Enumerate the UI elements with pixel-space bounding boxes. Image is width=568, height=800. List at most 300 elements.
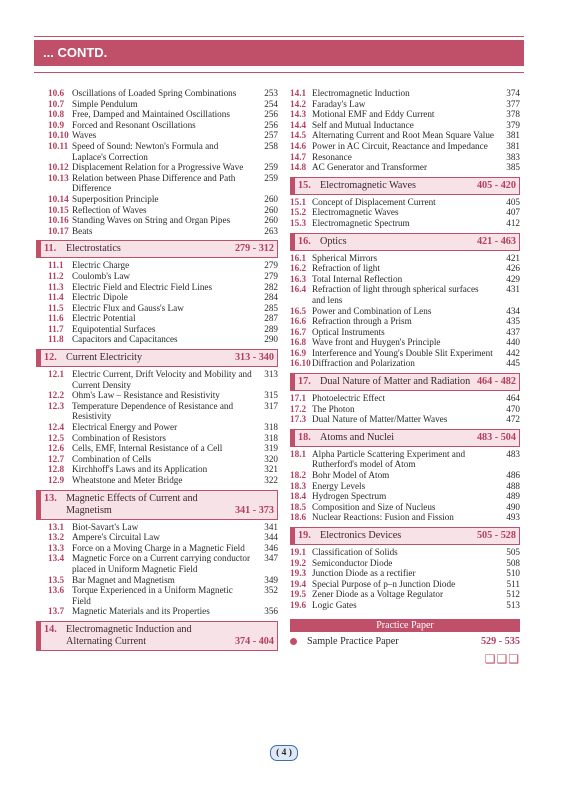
section-title: Special Purpose of p–n Junction Diode — [312, 578, 456, 589]
toc-entry[interactable] — [290, 88, 520, 99]
toc-entry[interactable] — [290, 263, 520, 274]
section-number: 18.4 — [290, 491, 307, 502]
section-number: 15.3 — [290, 217, 307, 228]
section-page: 442 — [506, 347, 520, 358]
section-page: 464 — [506, 393, 520, 404]
section-number: 10.14 — [48, 193, 69, 204]
bullet-icon — [290, 638, 297, 645]
chapter-title: Dual Nature of Matter and Radiation — [320, 376, 471, 388]
section-title: Reflection of Waves — [72, 204, 147, 215]
section-title: Dual Nature of Matter/Matter Waves — [312, 414, 448, 425]
section-page: 341 — [264, 521, 278, 532]
section-title: Coulomb's Law — [72, 270, 131, 281]
chapter-heading[interactable] — [36, 240, 278, 258]
toc-entry[interactable] — [290, 337, 520, 348]
section-page: 263 — [264, 225, 278, 236]
section-title: Beats — [72, 225, 93, 236]
section-title: Ohm's Law – Resistance and Resistivity — [72, 390, 220, 401]
section-number: 11.3 — [48, 281, 64, 292]
section-page: 383 — [506, 151, 520, 162]
toc-entry[interactable] — [48, 271, 278, 282]
toc-entry[interactable] — [48, 369, 278, 390]
section-title: Interference and Young's Double Slit Experiment — [312, 347, 493, 358]
section-title: Electric Current, Drift Velocity and Mobility and Current Density — [72, 369, 252, 390]
section-number: 14.1 — [290, 88, 307, 98]
section-title: Nuclear Reactions: Fusion and Fission — [312, 512, 454, 523]
toc-entry[interactable] — [48, 205, 278, 216]
toc-entry[interactable] — [290, 109, 520, 120]
toc-entry[interactable] — [290, 414, 520, 425]
section-page: 381 — [506, 140, 520, 151]
chapter-page-range: 483 - 504 — [476, 431, 516, 443]
toc-entry[interactable] — [48, 215, 278, 226]
section-title: Simple Pendulum — [72, 98, 138, 109]
chapter-title: Electromagnetic Induction and Alternating Current — [66, 623, 192, 647]
section-number: 19.6 — [290, 599, 307, 610]
toc-entry[interactable] — [290, 253, 520, 264]
section-title: Electrical Energy and Power — [72, 422, 178, 433]
section-page: 287 — [264, 313, 278, 324]
section-page: 320 — [264, 453, 278, 464]
toc-entry[interactable] — [290, 120, 520, 131]
section-number: 16.2 — [290, 263, 307, 274]
toc-entry[interactable] — [48, 99, 278, 110]
toc-entry[interactable] — [48, 130, 278, 141]
section-number: 12.7 — [48, 453, 65, 464]
section-page: 256 — [264, 109, 278, 120]
toc-entry[interactable] — [290, 404, 520, 415]
toc-entry[interactable] — [290, 547, 520, 558]
chapter-heading[interactable] — [36, 349, 278, 367]
section-page: 435 — [506, 316, 520, 327]
chapter-page-range: 464 - 482 — [476, 376, 516, 388]
section-number: 16.8 — [290, 337, 307, 348]
chapter-page-range: 405 - 420 — [476, 179, 516, 191]
section-number: 10.13 — [48, 172, 69, 183]
toc-right-list — [290, 88, 520, 611]
practice-paper-heading: Practice Paper — [290, 619, 520, 632]
section-number: 13.2 — [48, 532, 65, 543]
toc-entry[interactable] — [290, 579, 520, 590]
section-page: 279 — [264, 270, 278, 281]
chapter-heading[interactable] — [36, 621, 278, 651]
section-number: 11.1 — [48, 260, 64, 271]
section-number: 14.6 — [290, 140, 307, 151]
section-page: 510 — [506, 568, 520, 579]
toc-entry[interactable] — [48, 433, 278, 444]
section-page: 349 — [264, 574, 278, 585]
page-number: ( 4 ) — [270, 745, 298, 761]
section-number: 10.12 — [48, 162, 69, 173]
section-number: 12.3 — [48, 400, 65, 411]
section-page: 472 — [506, 414, 520, 425]
toc-entry[interactable] — [290, 162, 520, 173]
section-page: 379 — [506, 119, 520, 130]
chapter-title: Current Electricity — [66, 352, 143, 364]
sample-paper-title: Sample Practice Paper — [307, 635, 399, 647]
section-number: 10.17 — [48, 225, 69, 236]
section-title: Free, Damped and Maintained Oscillations — [72, 109, 230, 120]
toc-entry[interactable] — [290, 316, 520, 327]
toc-entry[interactable] — [48, 173, 278, 194]
toc-entry[interactable] — [48, 303, 278, 314]
section-page: 352 — [264, 585, 278, 596]
section-page: 505 — [506, 547, 520, 557]
toc-entry[interactable] — [48, 475, 278, 486]
chapter-number: 16. — [298, 235, 311, 247]
toc-entry[interactable] — [290, 558, 520, 569]
section-page: 493 — [506, 512, 520, 523]
section-page: 426 — [506, 263, 520, 274]
section-title: Concept of Displacement Current — [312, 196, 436, 207]
section-number: 12.5 — [48, 432, 65, 443]
section-number: 10.7 — [48, 98, 65, 109]
section-page: 260 — [264, 193, 278, 204]
section-page: 318 — [264, 432, 278, 443]
toc-entry[interactable] — [48, 88, 278, 99]
section-title: The Photon — [312, 403, 355, 414]
section-title: Alternating Current and Root Mean Square Value — [312, 130, 495, 141]
section-page: 313 — [264, 369, 278, 380]
section-page: 257 — [264, 130, 278, 141]
chapter-number: 17. — [298, 376, 311, 388]
section-number: 18.3 — [290, 480, 307, 491]
chapter-title: Atoms and Nuclei — [320, 431, 395, 443]
chapter-number: 19. — [298, 530, 311, 541]
toc-entry[interactable] — [290, 348, 520, 359]
toc-entry[interactable] — [48, 141, 278, 162]
section-page: 317 — [264, 400, 278, 411]
header-rule — [34, 72, 524, 73]
chapter-number: 14. — [44, 623, 57, 635]
toc-entry[interactable] — [290, 141, 520, 152]
section-title: Diffraction and Polarization — [312, 358, 415, 369]
section-number: 10.11 — [48, 140, 69, 151]
section-number: 19.3 — [290, 568, 307, 579]
top-rule — [34, 36, 524, 37]
section-number: 16.7 — [290, 326, 307, 337]
section-page: 470 — [506, 403, 520, 414]
section-title: Superposition Principle — [72, 193, 159, 204]
section-page: 318 — [264, 422, 278, 433]
chapter-title: Electrostatics — [66, 243, 121, 255]
toc-entry[interactable] — [48, 532, 278, 543]
toc-entry[interactable] — [48, 522, 278, 533]
chapter-page-range: 374 - 404 — [234, 635, 274, 647]
section-title: Energy Levels — [312, 480, 366, 491]
section-page: 260 — [264, 215, 278, 226]
section-number: 12.8 — [48, 464, 65, 475]
section-page: 490 — [506, 501, 520, 512]
toc-entry[interactable] — [48, 162, 278, 173]
section-title: Motional EMF and Eddy Current — [312, 109, 435, 120]
section-title: Wheatstone and Meter Bridge — [72, 475, 183, 485]
toc-entry[interactable] — [290, 600, 520, 611]
section-page: 421 — [506, 252, 520, 263]
section-number: 14.7 — [290, 151, 307, 162]
section-title: Torque Experienced in a Uniform Magnetic Field — [72, 585, 233, 606]
toc-entry[interactable] — [48, 585, 278, 606]
chapter-heading[interactable] — [290, 373, 520, 391]
section-page: 486 — [506, 470, 520, 481]
chapter-number: 18. — [298, 431, 311, 443]
section-number: 13.3 — [48, 542, 65, 553]
chapter-heading[interactable] — [36, 490, 278, 520]
toc-entry[interactable] — [48, 553, 278, 574]
chapter-heading[interactable] — [290, 527, 520, 545]
section-title: Cells, EMF, Internal Resistance of a Cell — [72, 443, 223, 454]
section-page: 437 — [506, 326, 520, 337]
section-title: Combination of Cells — [72, 453, 152, 464]
end-of-contents-mark: ❑❑❑ — [484, 651, 520, 666]
toc-entry[interactable] — [48, 109, 278, 120]
toc-entry[interactable] — [48, 390, 278, 401]
section-number: 16.10 — [290, 358, 311, 369]
toc-entry[interactable] — [290, 284, 520, 305]
section-page: 282 — [264, 281, 278, 292]
section-title: Temperature Dependence of Resistance and Resistivity — [72, 400, 234, 422]
section-page: 405 — [506, 196, 520, 207]
section-number: 19.5 — [290, 589, 307, 600]
section-title: Equipotential Surfaces — [72, 323, 156, 334]
toc-entry[interactable] — [290, 197, 520, 208]
section-number: 12.4 — [48, 422, 65, 433]
section-number: 13.6 — [48, 585, 65, 596]
section-page: 440 — [506, 337, 520, 348]
section-number: 11.7 — [48, 323, 64, 334]
header-title: ... CONTD. — [43, 45, 108, 60]
section-number: 17.2 — [290, 403, 307, 414]
section-number: 16.9 — [290, 347, 307, 358]
section-title: Wave front and Huygen's Principle — [312, 337, 441, 348]
section-number: 14.5 — [290, 130, 307, 141]
chapter-heading[interactable] — [290, 233, 520, 251]
section-number: 19.2 — [290, 557, 307, 568]
toc-entry[interactable] — [48, 292, 278, 303]
section-number: 16.5 — [290, 305, 307, 316]
chapter-number: 11. — [44, 243, 57, 255]
chapter-title: Optics — [320, 235, 347, 247]
toc-entry[interactable] — [48, 464, 278, 475]
toc-entry[interactable] — [48, 334, 278, 345]
section-title: Refraction through a Prism — [312, 316, 412, 327]
section-page: 508 — [506, 557, 520, 568]
toc-entry[interactable] — [290, 512, 520, 523]
section-page: 513 — [506, 599, 520, 610]
section-page: 431 — [506, 284, 520, 295]
chapter-title: Electronics Devices — [320, 530, 402, 541]
section-title: Combination of Resistors — [72, 432, 166, 443]
chapter-page-range: 421 - 463 — [476, 235, 516, 247]
section-number: 10.8 — [48, 109, 65, 120]
section-title: Magnetic Materials and its Properties — [72, 606, 210, 617]
toc-entry[interactable] — [290, 152, 520, 163]
section-title: Relation between Phase Difference and Path Difference — [72, 172, 236, 194]
section-page: 258 — [264, 140, 278, 151]
section-title: Standing Waves on String and Organ Pipes — [72, 215, 231, 226]
section-number: 17.3 — [290, 414, 307, 425]
section-number: 11.4 — [48, 292, 64, 303]
section-number: 19.1 — [290, 547, 307, 557]
section-number: 13.7 — [48, 606, 65, 617]
toc-entry[interactable] — [48, 194, 278, 205]
section-title: Magnetic Force on a Current carrying conductor placed in Uniform Magnetic Field — [72, 553, 251, 574]
section-title: Ampere's Circuital Law — [72, 532, 160, 543]
section-page: 347 — [264, 553, 278, 564]
section-number: 13.5 — [48, 574, 65, 585]
toc-entry[interactable] — [290, 130, 520, 141]
section-page: 483 — [506, 448, 520, 459]
section-page: 412 — [506, 217, 520, 228]
toc-entry[interactable] — [48, 120, 278, 131]
section-number: 13.1 — [48, 521, 65, 532]
section-number: 10.9 — [48, 119, 65, 130]
section-page: 319 — [264, 443, 278, 454]
section-number: 18.5 — [290, 501, 307, 512]
section-page: 488 — [506, 480, 520, 491]
section-page: 489 — [506, 491, 520, 502]
section-title: Refraction of light — [312, 263, 380, 274]
chapter-heading[interactable] — [290, 429, 520, 447]
chapter-heading[interactable] — [290, 177, 520, 195]
sample-paper-pages: 529 - 535 — [480, 635, 520, 647]
section-title: Waves — [72, 130, 97, 141]
section-number: 16.4 — [290, 284, 307, 295]
section-number: 14.3 — [290, 109, 307, 120]
section-title: Displacement Relation for a Progressive Wave — [72, 162, 244, 173]
toc-entry[interactable] — [48, 226, 278, 237]
section-title: Power in AC Circuit, Reactance and Impedance — [312, 140, 488, 151]
section-title: Electric Field and Electric Field Lines — [72, 281, 213, 292]
section-page: 289 — [264, 323, 278, 334]
section-number: 11.8 — [48, 334, 64, 345]
toc-entry[interactable] — [290, 218, 520, 229]
section-page: 279 — [264, 260, 278, 271]
toc-entry[interactable] — [290, 327, 520, 338]
toc-entry[interactable] — [290, 502, 520, 513]
section-title: Oscillations of Loaded Spring Combinations — [72, 88, 237, 98]
section-title: Speed of Sound: Newton's Formula and Laplace's Correction — [72, 140, 219, 162]
section-page: 377 — [506, 98, 520, 109]
section-page: 346 — [264, 542, 278, 553]
section-page: 259 — [264, 172, 278, 183]
toc-entry[interactable] — [290, 274, 520, 285]
section-number: 16.3 — [290, 273, 307, 284]
section-title: Junction Diode as a rectifier — [312, 568, 416, 579]
toc-entry[interactable] — [48, 422, 278, 433]
section-number: 10.6 — [48, 88, 65, 98]
section-title: Semiconductor Diode — [312, 557, 393, 568]
section-page: 260 — [264, 204, 278, 215]
section-title: Faraday's Law — [312, 98, 366, 109]
section-title: Electric Potential — [72, 313, 136, 324]
section-number: 10.10 — [48, 130, 69, 141]
section-page: 254 — [264, 98, 278, 109]
section-title: Logic Gates — [312, 599, 357, 610]
section-title: Electric Charge — [72, 260, 130, 271]
toc-entry[interactable] — [290, 99, 520, 110]
section-number: 19.4 — [290, 578, 307, 589]
toc-left-column — [44, 88, 278, 653]
toc-entry[interactable] — [290, 393, 520, 404]
section-page: 385 — [506, 162, 520, 173]
section-title: Electromagnetic Induction — [312, 88, 410, 98]
toc-entry[interactable] — [48, 606, 278, 617]
toc-entry[interactable] — [48, 443, 278, 454]
toc-entry[interactable] — [48, 260, 278, 271]
toc-entry[interactable] — [48, 543, 278, 554]
chapter-title: Electromagnetic Waves — [320, 179, 417, 191]
section-title: Photoelectric Effect — [312, 393, 386, 404]
section-page: 321 — [264, 464, 278, 475]
section-page: 322 — [264, 475, 278, 485]
chapter-page-range: 279 - 312 — [234, 243, 274, 255]
toc-entry[interactable] — [48, 282, 278, 293]
section-number: 14.2 — [290, 98, 307, 109]
section-title: Bar Magnet and Magnetism — [72, 574, 175, 585]
toc-entry[interactable] — [48, 575, 278, 586]
sample-practice-paper-entry[interactable] — [290, 635, 520, 648]
section-page: 512 — [506, 589, 520, 600]
section-title: Kirchhoff's Laws and its Application — [72, 464, 208, 475]
section-page: 511 — [506, 578, 520, 589]
section-page: 374 — [506, 88, 520, 98]
toc-entry[interactable] — [48, 454, 278, 465]
section-title: Total Internal Reflection — [312, 273, 403, 284]
section-page: 356 — [264, 606, 278, 617]
toc-entry[interactable] — [290, 589, 520, 600]
section-number: 18.1 — [290, 448, 307, 459]
toc-entry[interactable] — [290, 568, 520, 579]
page-header-banner — [34, 40, 524, 66]
section-title: Electric Flux and Gauss's Law — [72, 302, 184, 313]
toc-entry[interactable] — [290, 470, 520, 481]
section-title: Spherical Mirrors — [312, 252, 378, 263]
toc-entry[interactable] — [290, 481, 520, 492]
section-page: 429 — [506, 273, 520, 284]
section-number: 16.1 — [290, 252, 307, 263]
section-number: 11.6 — [48, 313, 64, 324]
toc-entry[interactable] — [48, 324, 278, 335]
chapter-title: Magnetic Effects of Current and Magnetism — [66, 492, 198, 516]
section-title: Resonance — [312, 151, 352, 162]
section-title: Classification of Solids — [312, 547, 398, 557]
section-page: 407 — [506, 207, 520, 218]
section-title: Hydrogen Spectrum — [312, 491, 387, 502]
chapter-number: 15. — [298, 179, 311, 191]
section-page: 344 — [264, 532, 278, 543]
section-number: 10.16 — [48, 215, 69, 226]
toc-entry[interactable] — [290, 491, 520, 502]
section-title: Capacitors and Capacitances — [72, 334, 178, 345]
section-title: AC Generator and Transformer — [312, 162, 428, 173]
section-number: 14.8 — [290, 162, 307, 173]
toc-entry[interactable] — [290, 449, 520, 470]
section-title: Optical Instruments — [312, 326, 385, 337]
toc-entry[interactable] — [290, 358, 520, 369]
chapter-page-range: 505 - 528 — [476, 530, 516, 541]
section-number: 16.6 — [290, 316, 307, 327]
toc-entry[interactable] — [290, 306, 520, 317]
toc-entry[interactable] — [290, 207, 520, 218]
section-title: Electromagnetic Spectrum — [312, 217, 410, 228]
section-title: Zener Diode as a Voltage Regulator — [312, 589, 444, 600]
toc-entry[interactable] — [48, 401, 278, 422]
section-title: Alpha Particle Scattering Experiment and Rutherford's model of Atom — [312, 448, 466, 470]
section-title: Forced and Resonant Oscillations — [72, 119, 196, 130]
section-page: 445 — [506, 358, 520, 369]
toc-entry[interactable] — [48, 313, 278, 324]
